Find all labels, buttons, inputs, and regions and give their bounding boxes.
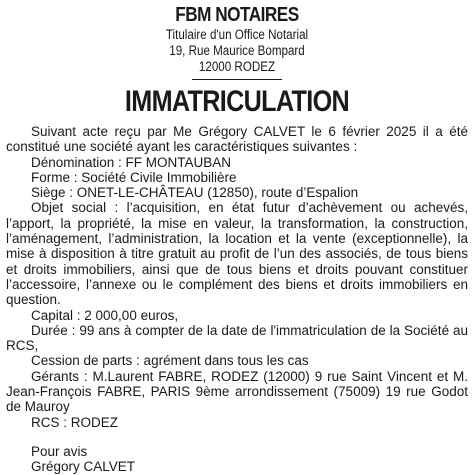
header-divider: [192, 79, 282, 80]
signature-block: [6, 444, 468, 475]
closing-line: Pour avis: [31, 443, 88, 459]
cession-line: Cession de parts : agrément dans tous les cas: [31, 353, 309, 369]
intro-paragraph: Suivant acte reçu par Me Grégory CALVET le 6 février 2025 il a été constitué une société ayant les caractéristiques suivantes :: [6, 124, 468, 155]
forme-line: Forme : Société Civile Immobilière: [31, 169, 237, 185]
legal-notice: [0, 3, 473, 475]
signatory-name: Grégory CALVET: [31, 459, 136, 475]
rcs-line: RCS : RODEZ: [31, 414, 119, 430]
objet-paragraph: Objet social : l’acquisition, en état futur d’achèvement ou achevés, l’apport, la propriété, la mise en valeur, la transformation, la construction, l’aménagement, l’administration, la location et la vente (exceptionnelle), la mise à disposition à titre gratuit au profit de l’un des associés, de tous biens et droits immobiliers, ainsi que de tous biens et droits pouvant constituer l’accessoire, l’annexe ou le complément des biens et droits immobiliers en question.: [6, 200, 468, 308]
notice-body: [6, 124, 468, 475]
denomination-line: Dénomination : FF MONTAUBAN: [31, 154, 232, 170]
duree-line: Durée : 99 ans à compter de la date de l'immatriculation de la Société au RCS,: [6, 322, 468, 354]
notice-title: IMMATRICULATION: [124, 85, 350, 118]
city-address: 12000 RODEZ: [198, 59, 276, 74]
gerants-paragraph: Gérants : M.Laurent FABRE, RODEZ (12000) 9 rue Saint Vincent et M. Jean-François FABRE, PARIS 9ème arrondissement (75009) 19 rue Godot de Mauroy: [6, 368, 468, 415]
siege-line: Siège : ONET-LE-CHÂTEAU (12850), route d’Espalion: [31, 185, 359, 201]
office-line: Titulaire d'un Office Notarial: [165, 27, 309, 42]
firm-name: FBM NOTAIRES: [175, 4, 299, 26]
street-address: 19, Rue Maurice Bompard: [169, 43, 305, 58]
capital-line: Capital : 2 000,00 euros,: [31, 307, 179, 323]
